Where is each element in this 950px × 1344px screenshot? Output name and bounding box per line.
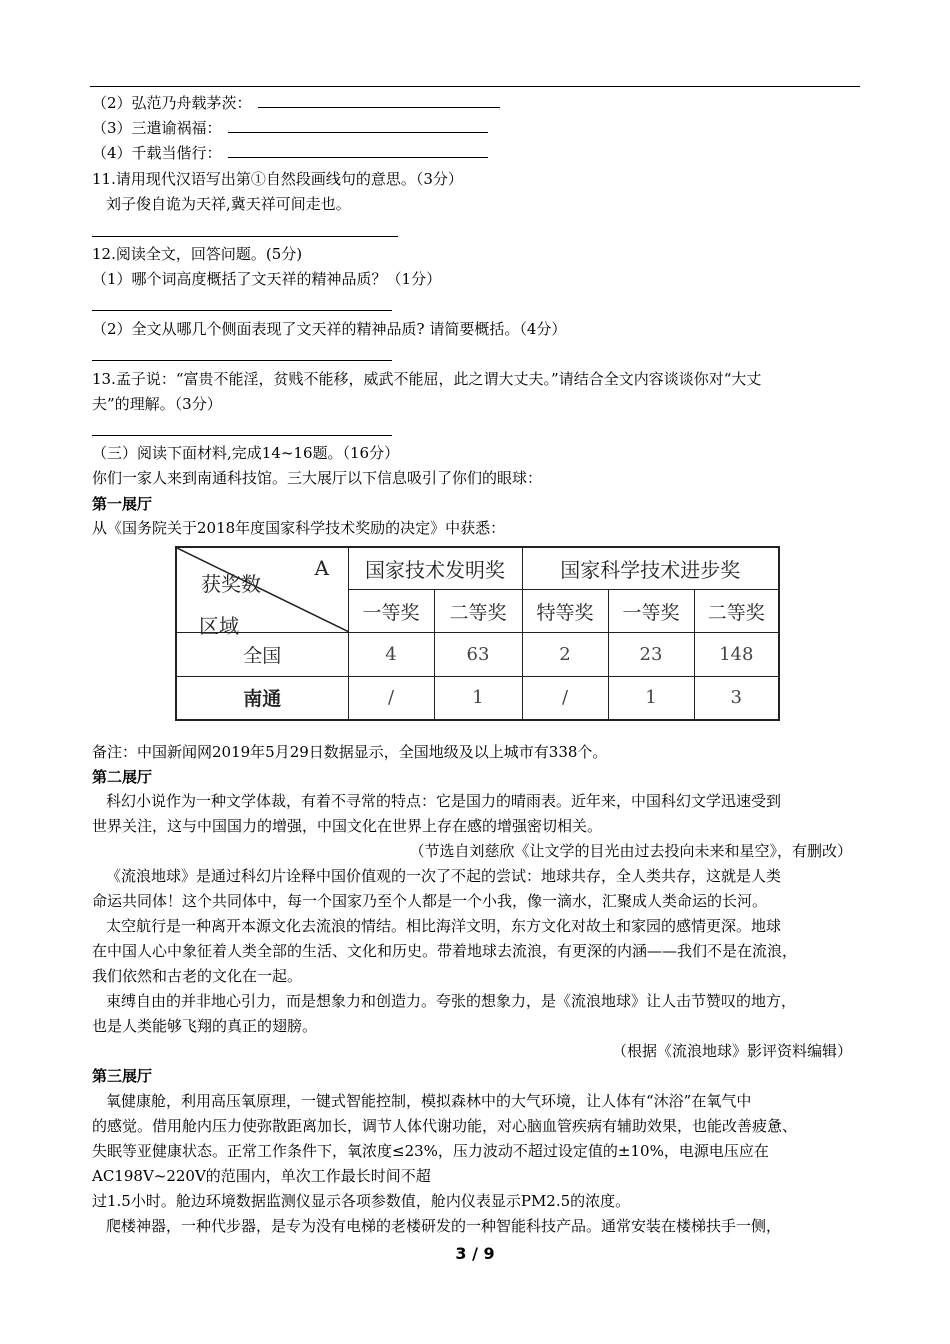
table-cell: 3 [694, 677, 779, 720]
corner-label-a: A [314, 556, 329, 580]
answer-blank [228, 118, 488, 133]
question-12-2: （2）全文从哪几个侧面表现了文天祥的精神品质? 请简要概括。（4分） [92, 320, 567, 338]
row-region: 全国 [176, 633, 348, 677]
hall-3-heading: 第三展厅 [92, 1067, 153, 1085]
para-5-line4: AC198V~220V的范围内，单次工作最长时间不超 [92, 1167, 431, 1185]
para-3-line3: 我们依然和古老的文化在一起。 [92, 967, 303, 985]
hall-1-heading: 第一展厅 [92, 495, 153, 513]
question-13-line2: 夫”的理解。（3分） [92, 395, 222, 413]
table-cell: 1 [608, 677, 694, 720]
corner-label-region: 区域 [199, 614, 239, 638]
question-13-line1: 13.孟子说：“富贵不能淫，贫贱不能移，威武不能屈，此之谓大丈夫。”请结合全文内容谈谈你对“大丈 [92, 370, 762, 388]
para-5-line5: 过1.5小时。舱边环境数据监测仪显示各项参数值，舱内仪表显示PM2.5的浓度。 [92, 1192, 631, 1210]
answer-line [92, 236, 398, 237]
award-table [175, 546, 780, 721]
para-1-line1: 科幻小说作为一种文学体裁，有着不寻常的特点：它是国力的晴雨表。近年来，中国科幻文学迅速受到 [106, 792, 782, 810]
table-row [176, 633, 779, 677]
hall-1-source: 从《国务院关于2018年度国家科学技术奖励的决定》中获悉： [92, 519, 506, 537]
para-5-line3: 失眠等亚健康状态。正常工作条件下，氧浓度≤23%，压力波动不超过设定值的±10%，电源电压应在 [92, 1142, 769, 1160]
para-4-line2: 也是人类能够飞翔的真正的翅膀。 [92, 1017, 318, 1035]
header-progress-award: 国家科学技术进步奖 [522, 547, 779, 590]
subheader-cell: 一等奖 [348, 590, 434, 633]
question-12: 12.阅读全文，回答问题。(5分) [92, 245, 303, 263]
q10-item3: （3）三遣谕祸福： [92, 117, 488, 139]
para-5-line2: 的感觉。借用舱内压力使弥散距离加长，调节人体代谢功能，对心脑血管疾病有辅助效果，也能改善疲惫、 [92, 1117, 798, 1135]
table-note: 备注：中国新闻网2019年5月29日数据显示，全国地级及以上城市有338个。 [92, 743, 608, 761]
answer-line [92, 435, 392, 436]
para-1-source: （节选自刘慈欣《让文学的目光由过去投向未来和星空》，有删改） [409, 842, 852, 860]
para-5-line1: 氧健康舱，利用高压氧原理，一键式智能控制，模拟森林中的大气环境，让人体有“沐浴”在氧气中 [106, 1092, 752, 1110]
subheader-cell: 二等奖 [694, 590, 779, 633]
header-invention-award: 国家技术发明奖 [348, 547, 522, 590]
table-cell: 63 [434, 633, 522, 677]
para-6-line1: 爬楼神器，一种代步器，是专为没有电梯的老楼研发的一种智能科技产品。通常安装在楼梯扶手一侧， [106, 1217, 782, 1235]
q10-item2: （2）弘范乃舟载茅茨： [92, 92, 500, 114]
table-cell: 2 [522, 633, 608, 677]
question-11: 11.请用现代汉语写出第①自然段画线句的意思。（3分） [92, 170, 463, 188]
subheader-cell: 特等奖 [522, 590, 608, 633]
intro-text: 你们一家人来到南通科技馆。三大展厅以下信息吸引了你们的眼球： [92, 469, 543, 487]
answer-line [92, 360, 392, 361]
para-2-line1: 《流浪地球》是通过科幻片诠释中国价值观的一次了不起的尝试：地球共存，全人类共存，这就是人类 [106, 867, 782, 885]
para-4-source: （根据《流浪地球》影评资料编辑） [611, 1042, 852, 1060]
page-number: 3 / 9 [455, 1244, 495, 1263]
table-cell: 4 [348, 633, 434, 677]
section-3-heading: （三）阅读下面材料,完成14~16题。（16分） [92, 444, 400, 462]
answer-line [92, 310, 392, 311]
para-4-line1: 束缚自由的并非地心引力，而是想象力和创造力。夸张的想象力，是《流浪地球》让人击节赞叹的地方， [106, 992, 797, 1010]
para-1-line2: 世界关注，这与中国国力的增强，中国文化在世界上存在感的增强密切相关。 [92, 817, 603, 835]
table-cell: / [348, 677, 434, 720]
para-2-line2: 命运共同体！这个共同体中，每一个国家乃至个人都是一个小我，像一滴水，汇聚成人类命运的长河。 [92, 892, 768, 910]
table-corner-cell [176, 547, 348, 638]
answer-blank [258, 93, 500, 108]
hall-2-heading: 第二展厅 [92, 768, 153, 786]
table-cell: 23 [608, 633, 694, 677]
para-3-line1: 太空航行是一种离开本源文化去流浪的情结。相比海洋文明，东方文化对故土和家园的感情更深。地球 [106, 917, 782, 935]
corner-label-awards: 获奖数 [201, 572, 261, 596]
table-row [176, 677, 779, 720]
question-12-1: （1）哪个词高度概括了文天祥的精神品质？（1分） [92, 270, 442, 288]
subheader-cell: 二等奖 [434, 590, 522, 633]
table-cell: 148 [694, 633, 779, 677]
table-cell: 1 [434, 677, 522, 720]
subheader-cell: 一等奖 [608, 590, 694, 633]
table-cell: / [522, 677, 608, 720]
para-3-line2: 在中国人心中象征着人类全部的生活、文化和历史。带着地球去流浪，有更深的内涵——我们不是在流浪， [92, 942, 798, 960]
q10-item4: （4）千载当偕行： [92, 142, 488, 164]
answer-blank [228, 143, 488, 158]
row-region: 南通 [176, 677, 348, 720]
q11-quote: 刘子俊自诡为天祥,冀天祥可间走也。 [106, 195, 351, 213]
header-rule [90, 86, 860, 87]
